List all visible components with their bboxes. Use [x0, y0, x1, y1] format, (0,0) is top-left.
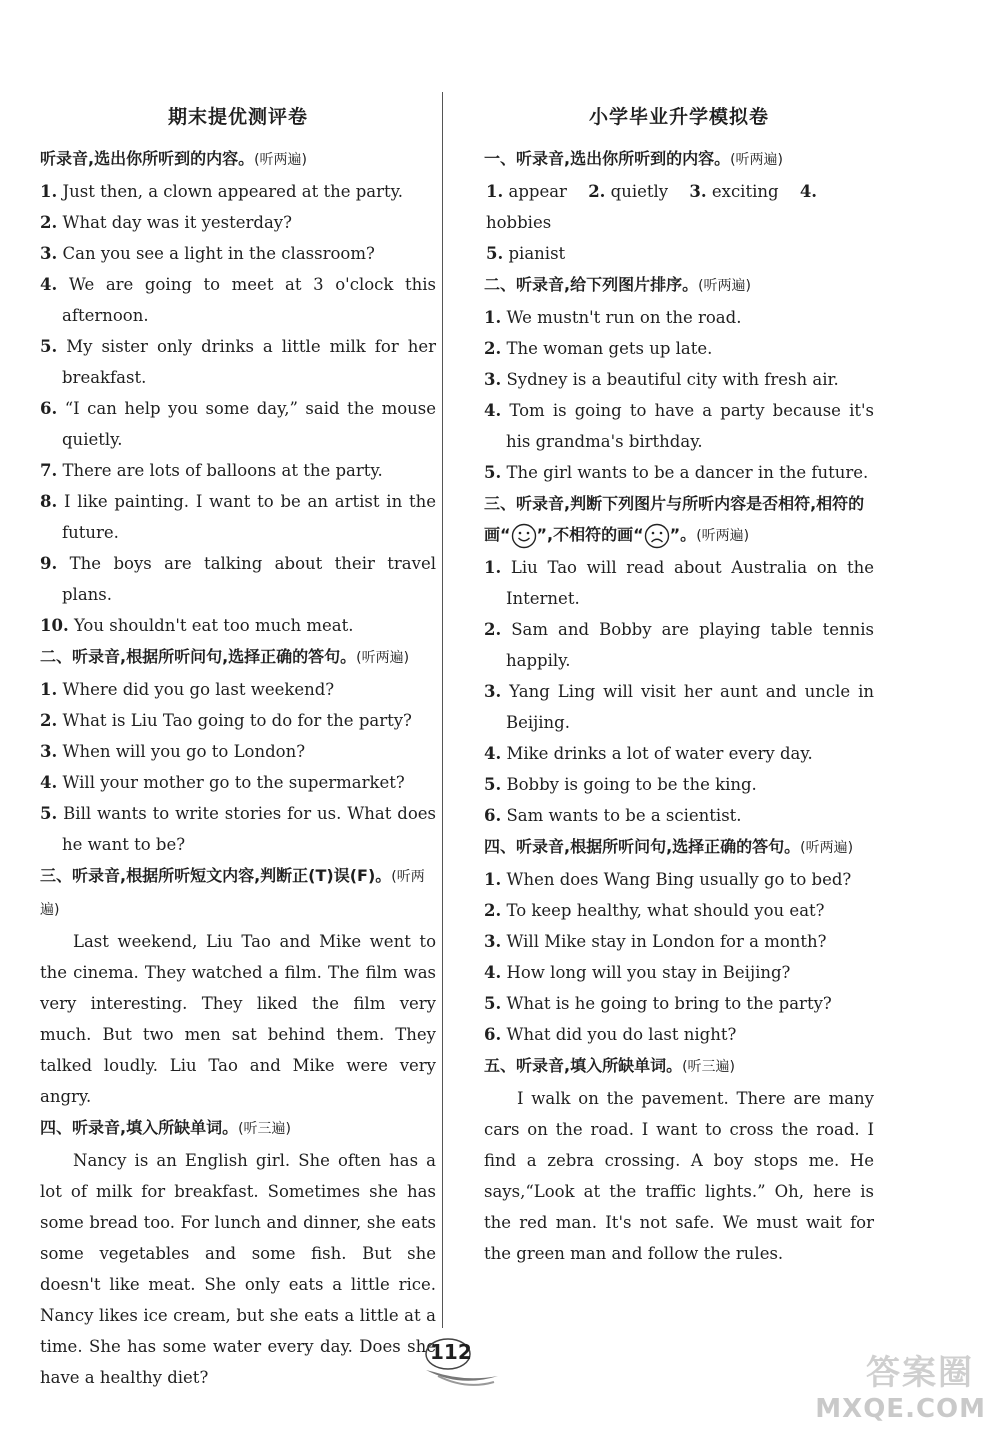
right-section-5-heading: 五、听录音,填入所缺单词。(听三遍): [484, 1056, 736, 1075]
left-section-2-heading: 二、听录音,根据所听问句,选择正确的答句。(听两遍): [40, 647, 410, 666]
left-section-3-passage: Last weekend, Liu Tao and Mike went to the cinema. They watched a film. The film was very interesting. They liked the film very much. But two men sat behind them. They talked loudly. Liu Tao and Mike were very angry.: [40, 932, 436, 1106]
list-item: 3. Can you see a light in the classroom?: [40, 244, 375, 263]
list-item: 3. Will Mike stay in London for a month?: [484, 932, 827, 951]
list-item: 5. My sister only drinks a little milk for her breakfast.: [40, 337, 436, 387]
list-item: 2. The woman gets up late.: [484, 339, 713, 358]
word-item: 1. appear: [486, 182, 567, 201]
right-section-4-list: [484, 864, 874, 1050]
right-column: [484, 96, 874, 1269]
list-item: 6. “I can help you some day,” said the mouse quietly.: [40, 399, 437, 449]
watermark-url: MXQE.COM: [815, 1394, 986, 1424]
list-item: 2. What is Liu Tao going to do for the party?: [40, 711, 412, 730]
right-section-2-list: [484, 302, 874, 488]
right-section-3-list: [484, 552, 874, 831]
right-section-1-words: [484, 176, 874, 238]
left-column: [40, 96, 436, 1393]
left-section-4-passage: Nancy is an English girl. She often has a lot of milk for breakfast. Sometimes she has some bread too. For lunch and dinner, she eats some vegetables and some fish. But she doesn't like meat. She only eats a little rice. Nancy likes ice cream, but she eats a little at a time. She has some water every day. Does she have a healthy diet?: [40, 1151, 436, 1387]
list-item: 7. There are lots of balloons at the party.: [40, 461, 383, 480]
list-item: 4. Tom is going to have a party because it's his grandma's birthday.: [484, 401, 874, 451]
word-item: 5. pianist: [486, 244, 566, 263]
list-item: 3. Yang Ling will visit her aunt and uncle in Beijing.: [484, 682, 875, 732]
list-item: 5. The girl wants to be a dancer in the future.: [484, 463, 869, 482]
sad-face-icon: [644, 523, 670, 549]
left-section-1-list: [40, 176, 436, 641]
list-item: 1. Liu Tao will read about Australia on the Internet.: [484, 558, 874, 608]
list-item: 4. Will your mother go to the supermarket?: [40, 773, 405, 792]
list-item: 1. We mustn't run on the road.: [484, 308, 742, 327]
page-number: 112: [420, 1336, 500, 1392]
column-divider: [442, 92, 443, 1328]
right-section-4-heading: 四、听录音,根据所听问句,选择正确的答句。(听两遍): [484, 837, 854, 856]
list-item: 1. Where did you go last weekend?: [40, 680, 335, 699]
smiley-face-icon: [511, 523, 537, 549]
list-item: 1. Just then, a clown appeared at the party.: [40, 182, 404, 201]
left-section-4-heading: 四、听录音,填入所缺单词。(听三遍): [40, 1118, 292, 1137]
list-item: 5. What is he going to bring to the party?: [484, 994, 832, 1013]
left-section-1-heading: 听录音,选出你所听到的内容。(听两遍): [40, 149, 308, 168]
right-section-1-words-2: [484, 238, 874, 269]
word-item: 2. quietly: [588, 182, 669, 201]
list-item: 6. What did you do last night?: [484, 1025, 737, 1044]
list-item: 4. We are going to meet at 3 o'clock this afternoon.: [40, 275, 436, 325]
right-section-3-heading: 三、听录音,判断下列图片与所听内容是否相符,相符的画“ ”,不相符的画“ ”。(听两遍): [484, 488, 874, 552]
list-item: 8. I like painting. I want to be an artist in the future.: [40, 492, 436, 542]
list-item: 4. How long will you stay in Beijing?: [484, 963, 791, 982]
list-item: 6. Sam wants to be a scientist.: [484, 806, 742, 825]
right-section-2-heading: 二、听录音,给下列图片排序。(听两遍): [484, 275, 752, 294]
list-item: 2. Sam and Bobby are playing table tennis happily.: [484, 620, 874, 670]
list-item: 2. To keep healthy, what should you eat?: [484, 901, 825, 920]
list-item: 1. When does Wang Bing usually go to bed?: [484, 870, 852, 889]
list-item: 5. Bill wants to write stories for us. What does he want to be?: [40, 804, 436, 854]
list-item: 10. You shouldn't eat too much meat.: [40, 616, 354, 635]
left-section-3-heading: 三、听录音,根据所听短文内容,判断正(T)误(F)。(听两遍): [40, 866, 425, 918]
right-section-1-heading: 一、听录音,选出你所听到的内容。(听两遍): [484, 149, 784, 168]
left-title: 期末提优测评卷: [167, 106, 308, 128]
list-item: 9. The boys are talking about their travel plans.: [40, 554, 436, 604]
word-item: 4. hobbies: [486, 182, 818, 232]
list-item: 3. When will you go to London?: [40, 742, 306, 761]
list-item: 3. Sydney is a beautiful city with fresh air.: [484, 370, 839, 389]
watermark-logo: 答案圈: [866, 1353, 974, 1393]
left-section-2-list: [40, 674, 436, 860]
word-item: 3. exciting: [689, 182, 779, 201]
watermark: [800, 1342, 990, 1428]
list-item: 4. Mike drinks a lot of water every day.: [484, 744, 813, 763]
right-title: 小学毕业升学模拟卷: [588, 106, 769, 128]
list-item: 2. What day was it yesterday?: [40, 213, 292, 232]
right-section-5-passage: I walk on the pavement. There are many cars on the road. I want to cross the road. I find a zebra crossing. A boy stops me. He says,“Look at the traffic lights.” Oh, here is the red man. It's not safe. We must wait for the green man and follow the rules.: [484, 1089, 874, 1263]
list-item: 5. Bobby is going to be the king.: [484, 775, 757, 794]
